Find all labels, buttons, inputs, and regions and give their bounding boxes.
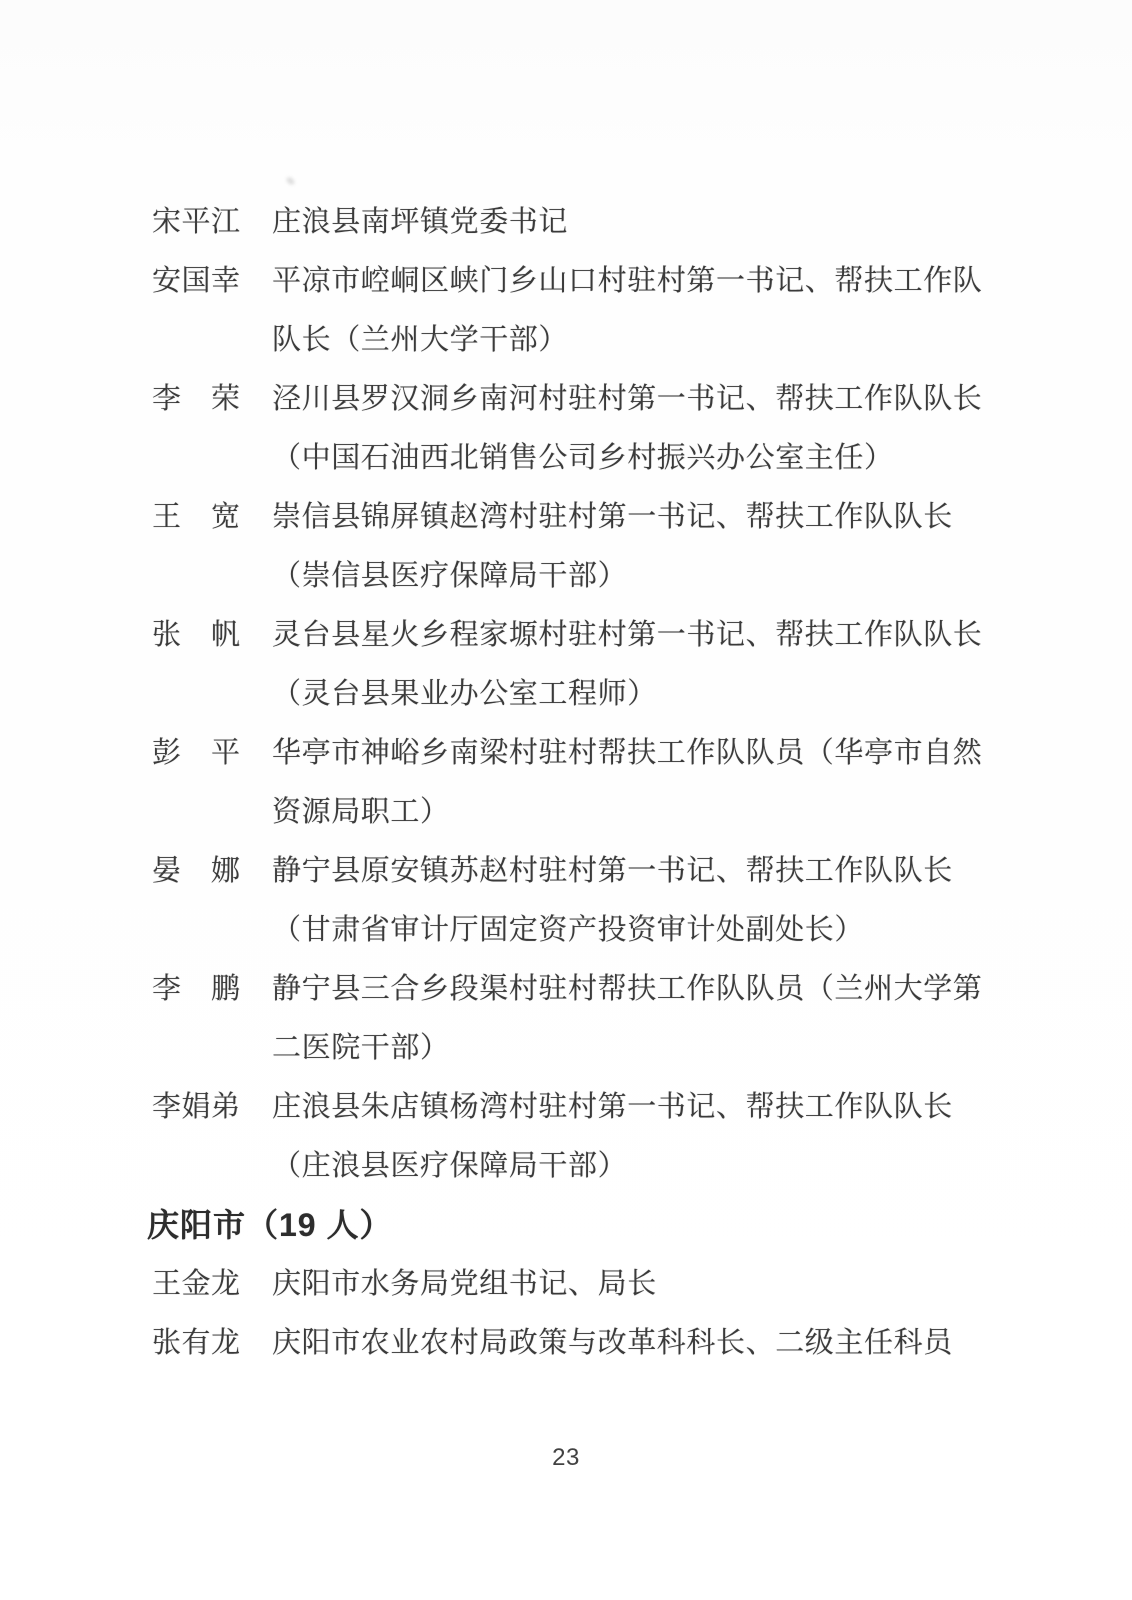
- person-name: 李 鹏: [152, 973, 241, 1005]
- list-item: [152, 1078, 982, 1196]
- person-position: [272, 960, 982, 1078]
- person-position: [272, 252, 982, 370]
- person-name: 晏 娜: [152, 855, 241, 887]
- position-line: 平凉市崆峒区峡门乡山口村驻村第一书记、帮扶工作队: [272, 265, 983, 297]
- person-position: [272, 1255, 657, 1314]
- person-name: 王金龙: [152, 1268, 241, 1300]
- list-item: [152, 842, 982, 960]
- person-position: [272, 724, 982, 842]
- person-name: 王 宽: [152, 501, 241, 533]
- list-item: [152, 724, 982, 842]
- name-list: [147, 193, 983, 1373]
- position-line: 灵台县星火乡程家塬村驻村第一书记、帮扶工作队队长: [272, 619, 983, 651]
- position-line: （庄浪县医疗保障局干部）: [272, 1150, 628, 1182]
- position-line: 资源局职工）: [272, 796, 450, 828]
- position-line: （中国石油西北销售公司乡村振兴办公室主任）: [272, 442, 894, 474]
- person-name: 彭 平: [152, 737, 241, 769]
- person-position: [272, 842, 953, 960]
- person-position: [272, 1078, 953, 1196]
- list-item: [152, 252, 982, 370]
- position-line: （灵台县果业办公室工程师）: [272, 678, 657, 710]
- person-name: 张 帆: [152, 619, 241, 651]
- person-name: 张有龙: [152, 1327, 241, 1359]
- position-line: 泾川县罗汉洞乡南河村驻村第一书记、帮扶工作队队长: [272, 383, 983, 415]
- position-line: 庄浪县朱店镇杨湾村驻村第一书记、帮扶工作队队长: [272, 1091, 953, 1123]
- scan-artifact: [285, 176, 296, 186]
- list-item: [152, 960, 982, 1078]
- person-position: [272, 606, 982, 724]
- position-line: （甘肃省审计厅固定资产投资审计处副处长）: [272, 914, 865, 946]
- position-line: 二医院干部）: [272, 1032, 450, 1064]
- person-name: 宋平江: [152, 206, 241, 238]
- list-item: [152, 193, 982, 252]
- person-position: [272, 370, 982, 488]
- position-line: 队长（兰州大学干部）: [272, 324, 569, 356]
- list-item: [152, 488, 982, 606]
- person-name: 李娟弟: [152, 1091, 241, 1123]
- person-name: 李 荣: [152, 383, 241, 415]
- list-item: [152, 1255, 982, 1314]
- position-line: 庄浪县南坪镇党委书记: [272, 206, 569, 238]
- position-line: 庆阳市农业农村局政策与改革科科长、二级主任科员: [272, 1327, 953, 1359]
- position-line: 静宁县三合乡段渠村驻村帮扶工作队队员（兰州大学第: [272, 973, 983, 1005]
- person-position: [272, 1314, 953, 1373]
- position-line: 华亭市神峪乡南梁村驻村帮扶工作队队员（华亭市自然: [272, 737, 983, 769]
- person-name: 安国幸: [152, 265, 241, 297]
- list-item: [152, 606, 982, 724]
- section-heading: 庆阳市（19 人）: [147, 1207, 393, 1243]
- list-item: [152, 1314, 982, 1373]
- position-line: 庆阳市水务局党组书记、局长: [272, 1268, 657, 1300]
- person-position: [272, 488, 953, 606]
- list-item: [152, 370, 982, 488]
- position-line: （崇信县医疗保障局干部）: [272, 560, 628, 592]
- person-position: [272, 193, 568, 252]
- position-line: 静宁县原安镇苏赵村驻村第一书记、帮扶工作队队长: [272, 855, 953, 887]
- position-line: 崇信县锦屏镇赵湾村驻村第一书记、帮扶工作队队长: [272, 501, 953, 533]
- page-number: 23: [552, 1444, 580, 1471]
